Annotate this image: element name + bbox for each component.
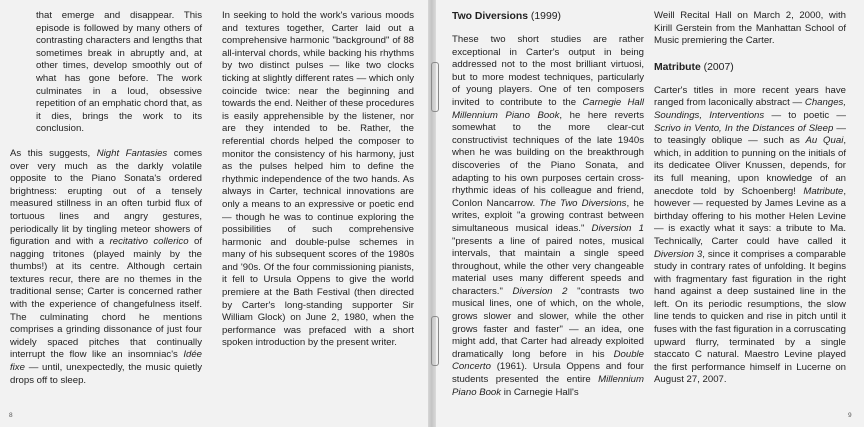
section-heading-matribute [654, 61, 846, 74]
musical-term: recitativo collerico [109, 236, 189, 248]
page-number-right: 9 [848, 412, 852, 419]
text-run: , he here reverts somewhat to the more clear-cut constructivist techniques of the late 1940s when he was building on the breakthrough discoveries of the Piano Sonata, and adapting to his own purposes certain cross-rhythmic ideas of his colleague and friend, Conlon Nancarrow. [452, 109, 644, 209]
right-column-2 [654, 10, 846, 387]
work-title: Matribute [803, 185, 844, 197]
paragraph-matribute [654, 85, 846, 387]
text-run: These two short studies are rather exceptional in Carter's output in being addressed not to the most brilliant virtuosi, but to more modest techniques, particularly of young players. One of ten composers invited to contribute to the [452, 34, 644, 108]
text-run: — to teasingly oblique — such as [654, 122, 846, 147]
paragraph-weill-recital: Weill Recital Hall on March 2, 2000, with Kirill Gerstein from the Manhattan School of Music premiering the Carter. [654, 10, 846, 47]
heading-title: Two Diversions [452, 11, 529, 22]
work-title: Night Fantasies [96, 147, 168, 159]
paragraph-two-diversions [452, 34, 644, 399]
text-run: , however — requested by James Levine as a birthday offering to his mother Helen Levine — is exactly what it says: a tribute to Ma. Technically, Carter could have called it [654, 185, 846, 247]
text-run: of nagging tritones (played mainly by the thumbs!) at its centre. Although certain textures recur, there are no themes in the traditional sense; Carter is concerned rather with the experience of changefulness itself. The culminating chord he mentions comprises a grinding dissonance of just four widely spaced pitches that continually interrupt the flow like an insomniac's [10, 236, 202, 361]
book-title: Millennium Piano Book [452, 374, 644, 398]
paragraph-episode: that emerge and disappear. This episode is followed by many others of contrasting characters and lengths that sometimes break in abruptly and, at other times, develop smoothly out of what has gone before. The work culminates in a loud, obsessive repetition of an emphatic chord that, as it dies, brings the work to its conclusion. [36, 10, 202, 135]
work-title: The Two Diversions [539, 197, 627, 209]
work-title: Diversion 3 [654, 248, 703, 260]
work-title: Double Concerto [452, 348, 644, 373]
text-run: (1961). Ursula Oppens and four students presented the entire [452, 361, 644, 386]
text-run: in Carnegie Hall's [501, 386, 579, 398]
text-run: , he writes, exploit "a growing contrast between simultaneous musical ideas." [452, 197, 644, 234]
text-run: Carter's titles in more recent years have ranged from laconically abstract — [654, 84, 846, 109]
paragraph-night-fantasies [10, 148, 202, 387]
text-run: , since it comprises a comparable study in contrary rates of unfolding. It begins with fragmentary fast figuration in the right hand against a deep sustained line in the left. On its periodic resumptions, the slow line tends to quicken and rise in pitch until it fuses with the fast figuration in a corruscating upward flurry, terminated by a single staccato C natural. Maestro Levine played the first performance himself in Lucerne on August 27, 2007. [654, 248, 846, 386]
text-run: "presents a line of paired notes, musical intervals, that maintain a single speed throughout, while the other very changeable material uses many different speeds and characters." [452, 235, 644, 297]
text-run: — to poetic — [764, 109, 847, 121]
work-title: Diversion 2 [512, 285, 568, 297]
musical-term: Idée fixe [10, 349, 202, 374]
work-title: Scrivo in Vento, In the Distances of Sleep [654, 122, 834, 134]
text-run: , which, in addition to punning on the initials of its dedicatee Oliver Knussen, depends, for its full meaning, upon knowledge of an anecdote told by Schoenberg! [654, 135, 846, 197]
left-column-2 [222, 10, 414, 350]
heading-year: (1999) [530, 11, 561, 22]
left-column-1 [10, 10, 202, 387]
book-title: Carnegie Hall Millennium Piano Book [452, 96, 645, 121]
work-title: Changes, Soundings, Interventions [654, 97, 846, 121]
right-column-1 [452, 10, 644, 399]
text-run: "contrasts two musical lines, one of which, on the whole, grows slower and slower, while the other grows faster and faster" — an idea, one might add, that Carter had already exploited dramatically long before in his [452, 285, 644, 360]
binding-staple-bottom [431, 316, 439, 366]
section-heading-two-diversions [452, 10, 644, 23]
text-run: comes over very much as the darkly volatile opposite to the Piano Sonata's ordered brightness: erupting out of a tensely measured stillness in an often turbid flux of tortuous lines and angry gestures, periodically lit by tingling meteor showers of figuration and with a [10, 147, 202, 248]
page-number-left: 8 [9, 412, 13, 419]
work-title: Diversion 1 [591, 222, 644, 234]
text-run: — until, unexpectedly, the music quietly drops off to sleep. [10, 362, 202, 386]
heading-title: Matribute [654, 61, 701, 73]
work-title: Au Quai [805, 135, 844, 147]
heading-year: (2007) [703, 61, 734, 73]
binding-staple-top [431, 62, 439, 112]
text-run: As this suggests, [10, 147, 97, 159]
paragraph-harmonic-background: In seeking to hold the work's various moods and textures together, Carter laid out a comprehensive harmonic "background" of 88 all-interval chords, while backing his rhythms by two distinct pulses — like two clocks ticking at slightly different rates — which only coincide twice: near the beginning and towards the end. Neither of these procedures is easily apprehensible by the listener, nor are they intended to be. Rather, the referential chords helped the composer to monitor the consistency of his harmony, just as the pulses helped him to define the rhythmic independence of the two hands. As always in Carter, technical innovations are only a means to an expressive or poetic end — though he was to continue exploring the possibilities of such comprehensive harmonic and double-pulse schemes in many of his subsequent scores of the 1980s and '90s. Of the four commissioning pianists, it fell to Ursula Oppens to give the world premiere at the Bath Festival (then directed by Carter's long-standing supporter Sir William Glock) on June 2, 1980, when the performance was prefaced with a short spoken introduction by the present writer. [222, 10, 414, 349]
